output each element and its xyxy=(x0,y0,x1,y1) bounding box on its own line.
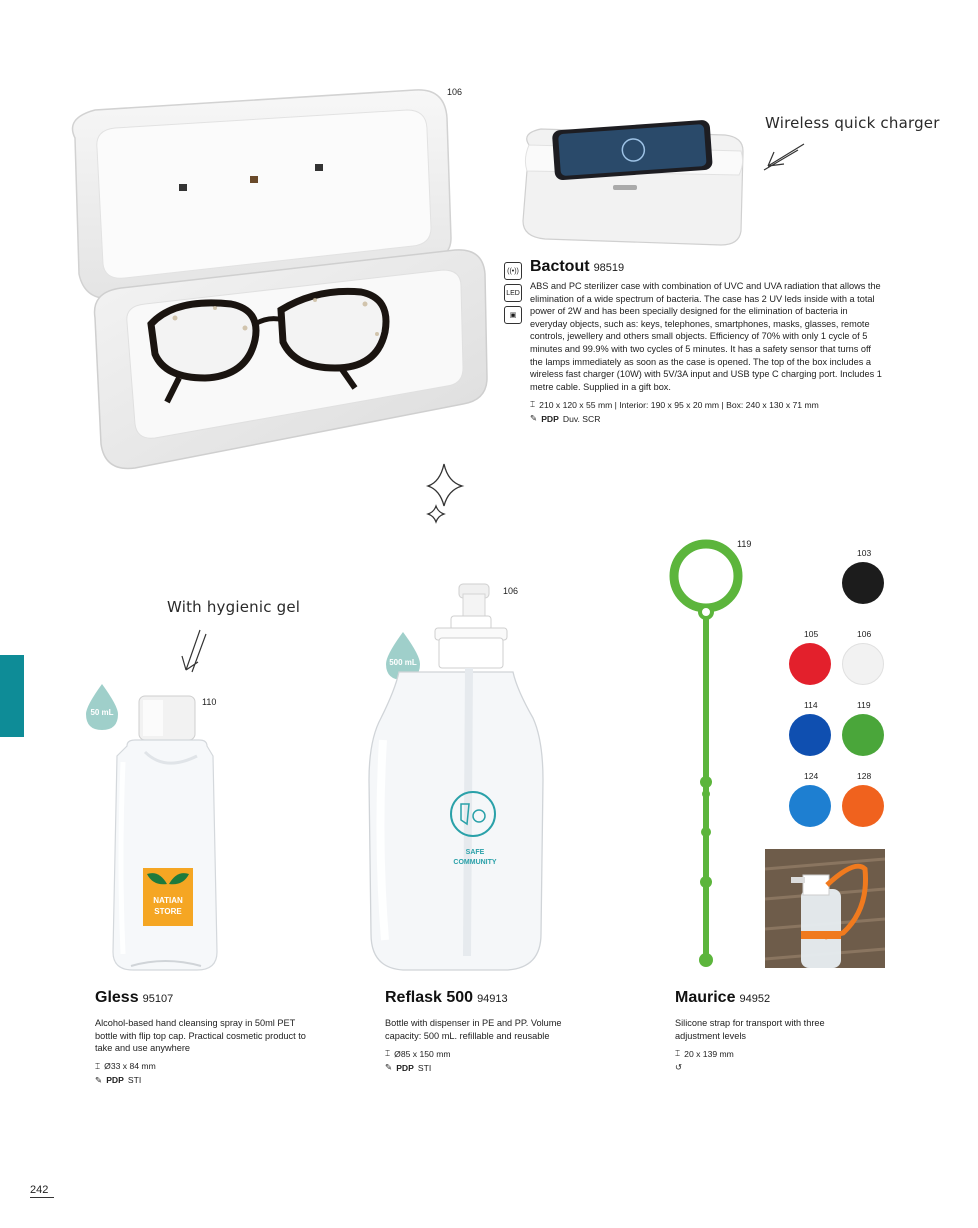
maurice-name: Maurice xyxy=(675,989,736,1006)
gless-dimensions: Ø33 x 84 mm xyxy=(104,1061,156,1072)
gless-title xyxy=(95,989,315,1007)
reflask-info xyxy=(385,989,585,1073)
reflask-pdp-row xyxy=(385,1062,585,1073)
reflask-bottle-image xyxy=(365,580,545,976)
lifestyle-photo-image xyxy=(765,849,885,968)
maurice-ref: 94952 xyxy=(739,993,771,1005)
gless-dimensions-row xyxy=(95,1061,315,1072)
bactout-open-case-image xyxy=(55,78,495,478)
gift-box-icon: ▣ xyxy=(504,306,522,324)
bactout-closed-case-image xyxy=(515,105,750,250)
dimensions-icon: ⌶ xyxy=(675,1048,681,1059)
gless-pdp-label: PDP xyxy=(106,1075,124,1086)
maurice-color-swatches xyxy=(780,548,900,838)
bactout-description: ABS and PC sterilizer case with combination of UVC and UVA radiation that allows the elimination of a wide spectrum of bacteria. The case has 2 UV leds inside with a total power of 2W and has been specially designed for the elimination of bacteria in everyday objects, such as: keys, telephones, smartphones, masks, glasses, remote controls, jewellery and others small objects. Efficiency of 70% with only 1 cycle of 5 minutes and 99.9% with two cycles of 5 minutes. It has a safety sensor that turns off the lamps immediately as soon as the case is opened. The top of the box includes a wireless fast charger (10W) with 5V/3A input and USB type C charging port. Includes 1 metre cable. Supplied in a gift box. xyxy=(530,281,882,392)
dimensions-icon: ⌶ xyxy=(530,399,536,410)
swatch-label-128: 128 xyxy=(857,771,872,781)
color-swatch-103 xyxy=(842,562,884,604)
color-swatch-106 xyxy=(842,643,884,685)
wireless-callout: Wireless quick charger xyxy=(765,114,940,132)
led-icon: LED xyxy=(504,284,522,302)
dimensions-icon: ⌶ xyxy=(95,1060,101,1071)
swatch-label-106: 106 xyxy=(857,629,872,639)
reflask-name: Reflask 500 xyxy=(385,989,474,1006)
bactout-dimensions: 210 x 120 x 55 mm | Interior: 190 x 95 x 20 mm | Box: 240 x 130 x 71 mm xyxy=(539,399,819,410)
maurice-dimensions: 20 x 139 mm xyxy=(684,1048,734,1059)
natian-label-line2: STORE xyxy=(154,907,182,916)
bactout-name: Bactout xyxy=(530,258,590,275)
gless-color-code: 110 xyxy=(202,697,217,707)
page-number: 242 xyxy=(30,1184,54,1198)
swatch-label-103: 103 xyxy=(857,548,872,558)
swatch-label-114: 114 xyxy=(804,700,818,710)
color-swatch-114 xyxy=(789,714,831,756)
reflask-dimensions: Ø85 x 150 mm xyxy=(394,1048,451,1059)
bactout-feature-icons xyxy=(504,262,522,328)
color-swatch-105 xyxy=(789,643,831,685)
pencil-icon: ✎ xyxy=(95,1074,103,1085)
bactout-pdp-value: Duv. SCR xyxy=(562,413,601,424)
reflask-dimensions-row xyxy=(385,1048,585,1059)
sparkle-doodle-icon xyxy=(422,460,472,524)
maurice-color-code: 119 xyxy=(737,539,752,549)
color-swatch-124 xyxy=(789,785,831,827)
swatch-label-119: 119 xyxy=(857,700,871,710)
safe-label-line1: SAFE xyxy=(465,849,485,856)
gless-info xyxy=(95,989,315,1086)
bactout-pdp-row xyxy=(530,413,882,424)
dimensions-icon: ⌶ xyxy=(385,1048,391,1059)
maurice-title xyxy=(675,989,875,1007)
gless-pdp-value: STI xyxy=(127,1075,142,1086)
maurice-dimensions-row xyxy=(675,1048,875,1059)
section-tab xyxy=(0,655,24,737)
pencil-icon: ✎ xyxy=(385,1062,393,1073)
swatch-label-105: 105 xyxy=(804,629,819,639)
gless-pdp-row xyxy=(95,1075,315,1086)
natian-label-line1: NATIAN xyxy=(153,896,183,905)
maurice-lifestyle-photo xyxy=(765,849,885,968)
reflask-description: Bottle with dispenser in PE and PP. Volume capacity: 500 mL. refillable and reusable xyxy=(385,1018,562,1041)
reflask-pdp-value: STI xyxy=(417,1062,432,1073)
safe-label-line2: COMMUNITY xyxy=(453,859,497,866)
swatch-label-124: 124 xyxy=(804,771,819,781)
gless-bottle-image xyxy=(105,692,225,978)
bactout-dimensions-row xyxy=(530,399,882,410)
bactout-info xyxy=(530,258,882,424)
hygienic-callout: With hygienic gel xyxy=(167,598,301,616)
bactout-ref: 98519 xyxy=(593,262,625,274)
reflask-color-code: 106 xyxy=(503,586,519,596)
pencil-icon: ✎ xyxy=(530,413,538,424)
bactout-pdp-label: PDP xyxy=(541,413,559,424)
color-swatch-128 xyxy=(842,785,884,827)
maurice-care-row xyxy=(675,1062,875,1073)
arrow-doodle-icon xyxy=(758,140,808,174)
reflask-ref: 94913 xyxy=(477,993,508,1005)
gless-capacity: 50 mL xyxy=(90,708,114,717)
reflask-capacity: 500 mL xyxy=(389,658,417,667)
maurice-description: Silicone strap for transport with three adjustment levels xyxy=(675,1018,825,1041)
maurice-strap-image xyxy=(660,532,756,972)
maurice-info xyxy=(675,989,875,1073)
bactout-color-code: 106 xyxy=(447,87,463,97)
arrow-doodle-icon xyxy=(176,626,210,678)
color-swatch-119 xyxy=(842,714,884,756)
gless-name: Gless xyxy=(95,989,139,1006)
bactout-title xyxy=(530,258,882,276)
reflask-pdp-label: PDP xyxy=(396,1062,414,1073)
reflask-title xyxy=(385,989,585,1007)
gless-description: Alcohol-based hand cleansing spray in 50ml PET bottle with flip top cap. Practical cosmetic product to take and use anywhere xyxy=(95,1018,306,1054)
gless-ref: 95107 xyxy=(142,993,174,1005)
hook-icon: ↺ xyxy=(675,1062,683,1073)
wireless-charge-icon: ((•)) xyxy=(504,262,522,280)
